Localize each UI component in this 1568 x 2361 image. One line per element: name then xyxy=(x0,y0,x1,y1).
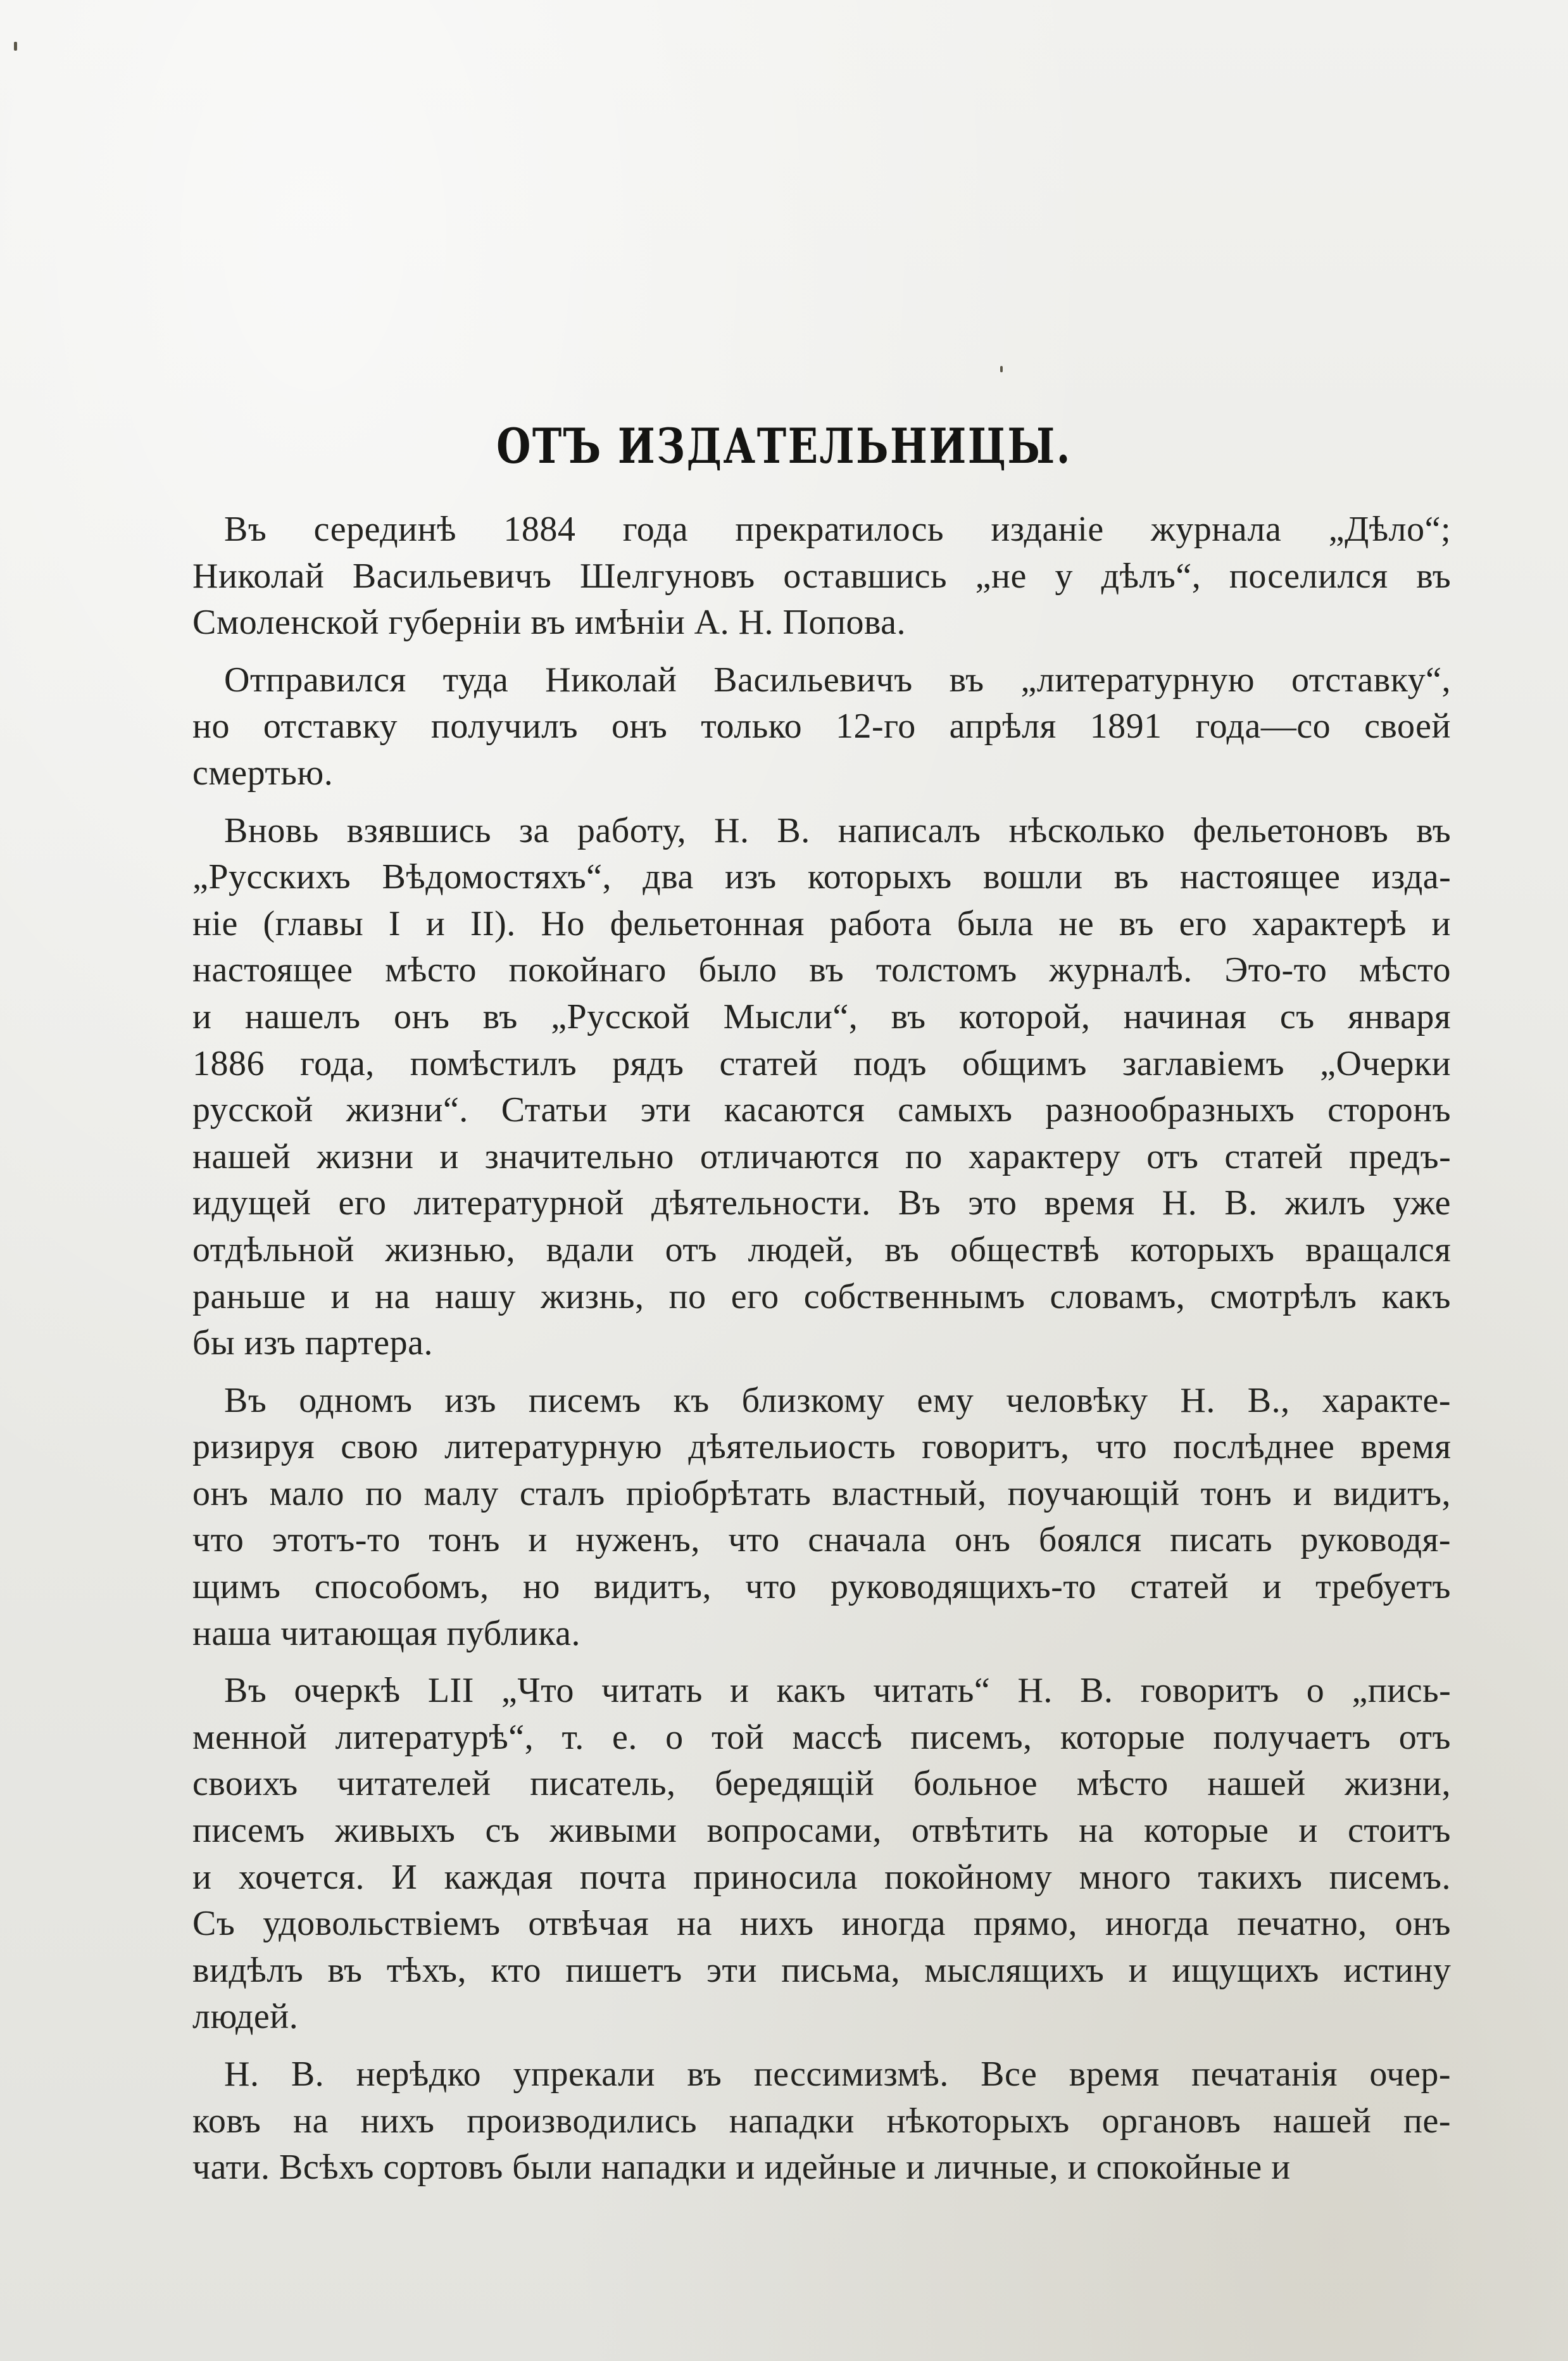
text-line: писемъ живыхъ съ живыми вопросами, отвѣтить на которые и стоитъ xyxy=(192,1811,1451,1851)
text-line: русской жизни“. Статьи эти касаются самыхъ разнообразныхъ сторонъ xyxy=(192,1090,1452,1130)
text-line: своихъ читателей писатель, бередящій больное мѣсто нашей жизни, xyxy=(192,1764,1451,1804)
paragraph xyxy=(187,1378,1451,1658)
text-line: 1886 года, помѣстилъ рядъ статей подъ общимъ заглавіемъ „Очерки xyxy=(192,1043,1452,1083)
text-line: людей. xyxy=(192,1997,299,2037)
text-line: смертью. xyxy=(192,753,334,793)
text-line: нашей жизни и значительно отличаются по характеру отъ статей предъ- xyxy=(192,1136,1452,1176)
text-line: менной литературѣ“, т. е. о той массѣ писемъ, которые получаетъ отъ xyxy=(192,1717,1451,1757)
text-line: Николай Васильевичъ Шелгуновъ оставшись „не у дѣлъ“, поселился въ xyxy=(192,556,1452,596)
text-line: и хочется. И каждая почта приносила покойному много такихъ писемъ. xyxy=(192,1857,1451,1897)
text-line: раньше и на нашу жизнь, по его собственнымъ словамъ, смотрѣлъ какъ xyxy=(192,1276,1451,1316)
text-line: Н. В. нерѣдко упрекали въ пессимизмѣ. Все время печатанія очер- xyxy=(224,2055,1452,2094)
ink-speck xyxy=(14,42,17,51)
text-line: Смоленской губерніи въ имѣніи А. Н. Попова. xyxy=(192,603,906,643)
paragraph xyxy=(187,808,1451,1367)
text-line: Вновь взявшись за работу, Н. В. написалъ нѣсколько фельетоновъ въ xyxy=(224,810,1452,850)
text-line: Отправился туда Николай Васильевичъ въ „литературную отставку“, xyxy=(224,660,1451,700)
page-title: ОТЪ ИЗДАТЕЛЬНИЦЫ. xyxy=(496,418,1072,474)
text-line: бы изъ партера. xyxy=(192,1323,433,1363)
text-line: но отставку получилъ онъ только 12-го апрѣля 1891 года—со своей xyxy=(192,707,1451,746)
text-line: чати. Всѣхъ сортовъ были нападки и идейные и личные, и спокойные и xyxy=(192,2148,1291,2188)
text-line: ризируя свою литературную дѣятельиость говоритъ, что послѣднее время xyxy=(192,1427,1452,1467)
text-line: щимъ способомъ, но видитъ, что руководящихъ-то статей и требуетъ xyxy=(192,1567,1451,1607)
ink-speck xyxy=(1000,366,1003,372)
text-line: Въ серединѣ 1884 года прекратилось изданіе журнала „Дѣло“; xyxy=(224,510,1452,549)
text-line: ковъ на нихъ производились нападки нѣкоторыхъ органовъ нашей пе- xyxy=(192,2101,1452,2141)
text-line: Въ очеркѣ LII „Что читать и какъ читать“ Н. В. говоритъ о „пись- xyxy=(224,1671,1452,1711)
text-line: видѣлъ въ тѣхъ, кто пишетъ эти письма, мыслящихъ и ищущихъ истину xyxy=(192,1950,1452,1990)
text-line: отдѣльной жизнью, вдали отъ людей, въ обществѣ которыхъ вращался xyxy=(192,1230,1452,1269)
text-line: идущей его литературной дѣятельности. Въ это время Н. В. жилъ уже xyxy=(192,1183,1451,1223)
text-line: и нашелъ онъ въ „Русской Мысли“, въ которой, начиная съ января xyxy=(192,997,1452,1036)
text-line: что этотъ-то тонъ и нуженъ, что сначала онъ боялся писать руководя- xyxy=(192,1520,1452,1560)
text-line: настоящее мѣсто покойнаго было въ толстомъ журналѣ. Это-то мѣсто xyxy=(192,950,1451,990)
text-line: ніе (главы I и II). Но фельетонная работа была не въ его характерѣ и xyxy=(192,903,1451,943)
paragraph xyxy=(187,2051,1451,2191)
text-line: наша читающая публика. xyxy=(192,1613,580,1653)
text-line: онъ мало по малу сталъ пріобрѣтать властный, поучающій тонъ и видитъ, xyxy=(192,1473,1452,1513)
text-line: Въ одномъ изъ писемъ къ близкому ему человѣку Н. В., характе- xyxy=(224,1380,1451,1420)
text-line: Съ удовольствіемъ отвѣчая на нихъ иногда прямо, иногда печатно, онъ xyxy=(192,1904,1451,1944)
text-line: „Русскихъ Вѣдомостяхъ“, два изъ которыхъ вошли въ настоящее изда- xyxy=(192,857,1452,897)
paragraph xyxy=(187,507,1451,646)
paragraph xyxy=(187,657,1451,797)
body-text xyxy=(187,507,1451,2202)
paragraph xyxy=(187,1668,1451,2041)
